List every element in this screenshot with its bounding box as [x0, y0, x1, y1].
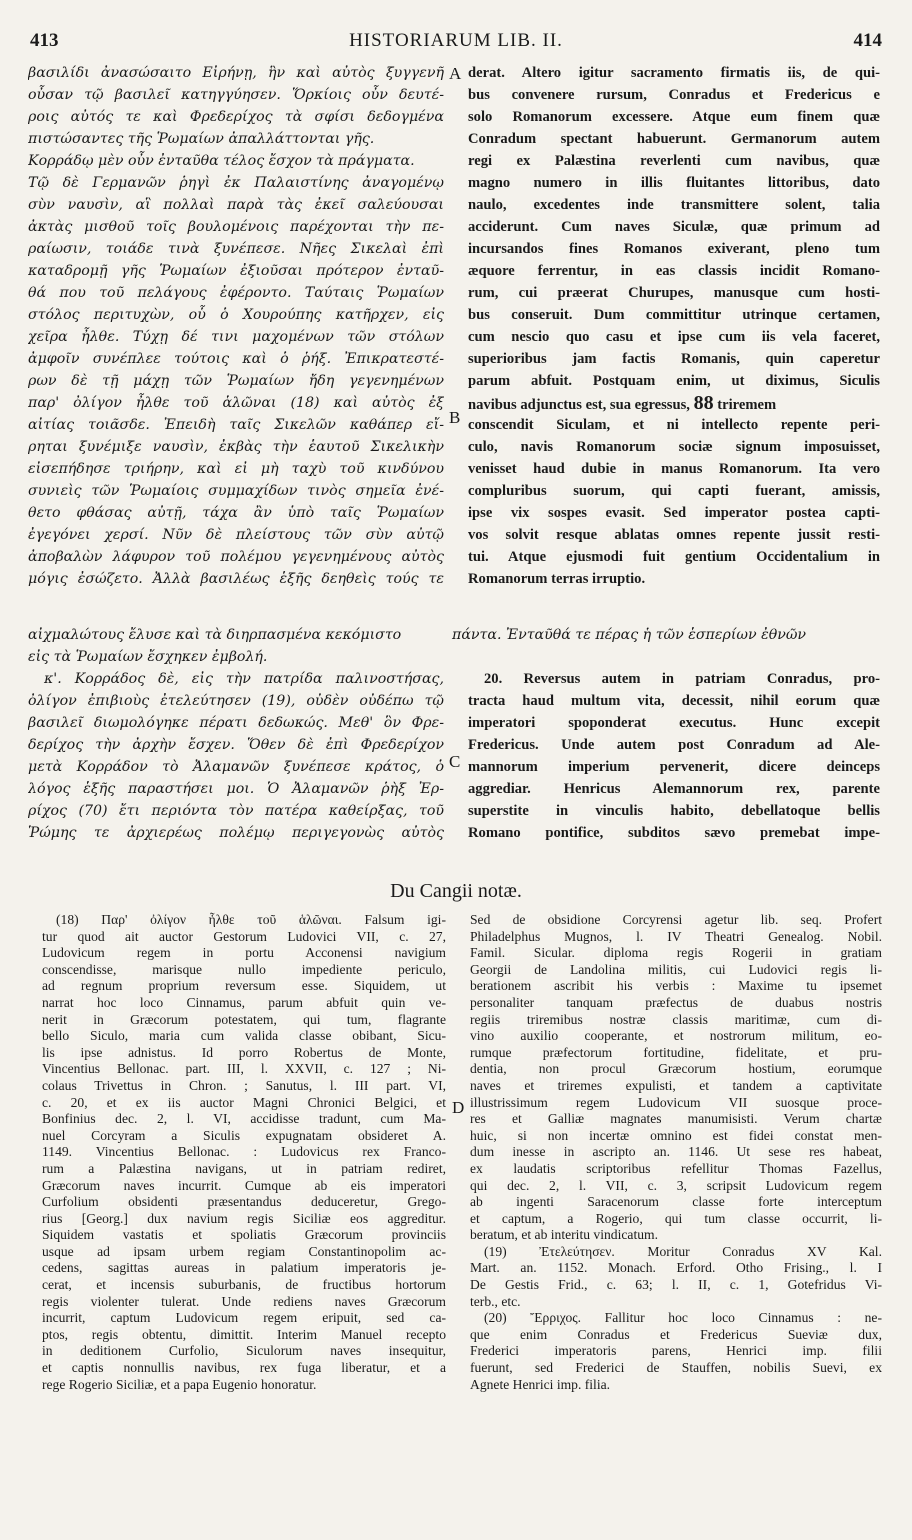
note-line: nerit in Græcorum potestatem, qui tum, flagrante: [42, 1011, 446, 1027]
latin-text-column-lower: [468, 668, 880, 844]
note-line: et captis nonnullis navibus, rex fuga liberatur, et a: [42, 1360, 446, 1376]
latin-text-line: venisset haud dubie in manus Romanorum. Ita vero: [468, 461, 880, 477]
note-line: rius [Georg.] dux navium regis Siciliæ eos aggreditur.: [42, 1210, 446, 1226]
note-line: fuerunt, sed Frederici de Stauffen, nobilis Suevi, ex: [470, 1360, 882, 1376]
greek-text-line: ροις αὐτός τε καὶ Φρεδερίχος τὰ σφίσι δεδογμένα: [28, 109, 444, 125]
greek-text-line: μόγις ἐσώζετο. Ἀλλὰ βασιλέως ἑξῆς δεηθεὶς τούς τε: [28, 571, 444, 587]
latin-text-line: æquore ferrentur, in eas classis incidit Romano-: [468, 263, 880, 279]
greek-text-line: Κορράδῳ μὲν οὖν ἐνταῦθα τέλος ἔσχον τὰ πράγματα.: [28, 153, 415, 169]
note-line: ptos, regis obtentu, dimittit. Interim Manuel recepto: [42, 1326, 446, 1342]
greek-text-line: στόλος περιτυχὼν, οὗ ὁ Χουρούπης κατῆρχεν, εἰς: [28, 307, 444, 323]
latin-text-line: regi ex Palæstina reverlenti cum navibus, quæ: [468, 153, 880, 169]
latin-text-fragment: navibus adjunctus est, sua egressus,: [468, 397, 694, 413]
latin-text-line: bus conseruit. Dum committitur utrinque certamen,: [468, 307, 880, 323]
note-line: ad regnum proprium reversum esse. Siquidem, ut: [42, 978, 446, 994]
note-line: Frederici imperatoris parens, Henrici imp. filii: [470, 1343, 882, 1359]
note-line: dentia, non procul Græcorum hostium, eorumque: [470, 1061, 882, 1077]
latin-text-line: 20. Reversus autem in patriam Conradus, pro-: [484, 671, 880, 687]
note-line: c. 20, et ex iis auctor Magni Chronici Belgici, et: [42, 1094, 446, 1110]
greek-text-line: ρων δὲ τῇ μάχῃ τῶν Ῥωμαίων ἤδη γεγενημένων: [28, 373, 444, 389]
note-line: incurrit, captum Ludovicum regem eripuit, sed ca-: [42, 1310, 446, 1326]
greek-text-line: λόγος ἑξῆς παραστήσει μοι. Ὁ Ἀλαμανῶν ῥὴξ Ἐρ-: [28, 781, 444, 797]
note-line: naves et triremes expulisti, et tandem a captivitate: [470, 1077, 882, 1093]
note-line: personaliter tanquam præfectus de duabus nostris: [470, 994, 882, 1010]
page-header: [20, 30, 892, 62]
greek-text-line: πιστώσαντες τῆς Ῥωμαίων ἀπαλλάττονται γῆς.: [28, 131, 375, 147]
greek-text-line: ραίωσιν, τοιάδε τινὰ ξυνέπεσε. Νῆες Σικελαὶ ἐπὶ: [28, 241, 444, 257]
latin-text-line: solo Romanorum excessere. Atque eum finem quæ: [468, 109, 880, 125]
note-line: ab ingenti Saracenorum classe forte interceptum: [470, 1194, 882, 1210]
note-line: Bonfinius dec. 2, l. VI, accidisse tradunt, cum Ma-: [42, 1111, 446, 1127]
note-line: Curfolium obsidenti præsentandus deduceretur, Grego-: [42, 1194, 446, 1210]
page-number-left: 413: [30, 30, 59, 51]
note-line: cedens, sagittas aureas in palatium imperatoris je-: [42, 1260, 446, 1276]
latin-text-line: incursandos fines Romanos exiverant, pleno tum: [468, 241, 880, 257]
latin-text-line: parum abfuit. Postquam enim, ut diximus, Siculis: [468, 373, 880, 389]
margin-letter-d: D: [452, 1098, 465, 1117]
note-line: narrat hoc loco Cinnamus, parum abfuit quin ve-: [42, 994, 446, 1010]
note-line: Sed de obsidione Corcyrensi agetur lib. seq. Profert: [470, 912, 882, 927]
latin-text-line: Fredericus. Unde autem post Conradum ad Ale-: [468, 737, 880, 753]
latin-text-line: Romano pontifice, subditos sævo premebat impe-: [468, 825, 880, 841]
note-line: et captum, a Rogerio, qui tum classe occurrit, li-: [470, 1210, 882, 1226]
note-line: res et Galliæ magnates manumisisti. Verum chartæ: [470, 1111, 882, 1127]
greek-text-line: βασιλεῖ διωμολόγηκε πέρατι δεδωκώς. Μεθ' ὃν Φρε-: [28, 715, 444, 731]
note-line: cerat, et incensis suburbanis, de fructibus hortorum: [42, 1277, 446, 1293]
latin-text-line: tui. Atque ejusmodi fuit gentium Occidentalium in: [468, 549, 880, 565]
greek-text-line: ἐγεγόνει χερσί. Νῦν δὲ πλείστους τῶν σὺν αὐτῷ: [28, 527, 444, 543]
latin-text-line: [468, 392, 880, 414]
latin-text-line: naulo, excedentes inde transmittere solent, talia: [468, 197, 880, 213]
greek-text-line: εἰς τὰ Ῥωμαίων ἔσχηκεν ἐμβολή.: [28, 649, 268, 665]
note-line: Græcorum naves incurrit. Cumque ab eis imperatori: [42, 1177, 446, 1193]
note-line: (19) Ἐτελεύτησεν. Moritur Conradus XV Kal.: [484, 1243, 882, 1259]
note-line: colaus Trivettus in Chron. ; Sanutus, l. III part. VI,: [42, 1077, 446, 1093]
note-line: (20) Ἔρριχος. Fallitur hoc loco Cinnamus : ne-: [484, 1310, 882, 1326]
latin-text-line: magno numero in illis fluitantes littoribus, dato: [468, 175, 880, 191]
note-line: rege Rogerio Siciliæ, et a papa Eugenio honoratur.: [42, 1376, 317, 1392]
greek-text-line: δερίχος τὴν ἀρχὴν ἔσχεν. Ὅθεν δὲ ἐπὶ Φρεδερίχον: [28, 737, 444, 753]
latin-text-line: mannorum imperium pervenerit, dicere deinceps: [468, 759, 880, 775]
greek-text-line: συνιεὶς τῶν Ῥωμαίοις συμμαχίδων τινὸς σημεῖα ἐνέ-: [28, 483, 444, 499]
note-line: Siquidem vastatis et spoliatis Græcorum provinciis: [42, 1227, 446, 1243]
margin-letter-c: C: [449, 752, 461, 771]
note-line: Georgii de Landolina militis, cui Ludovici regis li-: [470, 961, 882, 977]
latin-text-column: [468, 62, 880, 590]
note-line: qui dec. 2, l. VII, c. 3, scripsit Ludovicum regem: [470, 1177, 882, 1193]
note-line: 1149. Vincentius Bellonac. : Ludovicus rex Franco-: [42, 1144, 446, 1160]
note-line: Agnete Henrici imp. filia.: [470, 1376, 611, 1392]
note-line: usque ad ipsam urbem regiam Constantinopolim ac-: [42, 1243, 446, 1259]
latin-text-line: superstite in vinculis habito, debellatoque bellis: [468, 803, 880, 819]
note-line: regiis triremibus nostræ classis maritimæ, cum di-: [470, 1011, 882, 1027]
note-line: rumque præfectorum fortitudine, fidelitate, et pru-: [470, 1044, 882, 1060]
note-line: in deditionem Curfolio, Siculorum naves insequitur,: [42, 1343, 446, 1359]
latin-text-line: acciderunt. Cum naves Siculæ, quæ primum ad: [468, 219, 880, 235]
greek-text-column-lower: [28, 646, 444, 844]
greek-text-line: οὖσαν τῷ βασιλεῖ κατηγγύησεν. Ὅρκίοις οὖν δευτέ-: [28, 87, 444, 103]
greek-text-line: αἰτίας τοιᾶσδε. Ἐπειδὴ ταῖς Σικελῶν καθάπερ εἴ-: [28, 417, 444, 433]
greek-text-line: θετο φθάσας αὐτῇ, τάχα ἂν ὑπὸ ταῖς Ῥωμαίων: [28, 505, 444, 521]
note-line: tur quod ait auctor Gestorum Ludovici VII, c. 27,: [42, 928, 446, 944]
note-line: beratum, et ab interitu vindicatum.: [470, 1227, 658, 1243]
note-line: terb., etc.: [470, 1293, 521, 1309]
latin-text-line: Conradum spectant habuerunt. Germanorum autem: [468, 131, 880, 147]
note-line: berationem ascribit his verbis : Maxime tu ipsemet: [470, 978, 882, 994]
greek-text-line: καταδρομῇ γῆς Ῥωμαίων ἐξιοῦσαι πρότερον ἐνταῦ-: [28, 263, 444, 279]
note-line: Mart. an. 1152. Monach. Erford. Otho Frising., l. I: [470, 1260, 882, 1276]
note-line: (18) Παρ' ὀλίγον ἦλθε τοῦ ἁλῶναι. Falsum igi-: [56, 912, 446, 927]
greek-text-line: ρηται ξυνέμιξε ναυσὶν, ἐκβὰς τὴν ἑαυτοῦ Σικελικὴν: [28, 439, 444, 455]
greek-text-line: κ'. Κορράδος δὲ, εἰς τὴν πατρίδα παλινοστήσας,: [44, 671, 444, 687]
latin-text-line: compluribus suorum, qui capti fuerant, amissis,: [468, 483, 880, 499]
note-line: bello Siculo, maria cum valida classe obibant, Sicu-: [42, 1028, 446, 1044]
greek-text-line: Ῥώμης τε ἀρχιερέως πολέμῳ περιγεγονὼς αὐτὸς: [28, 825, 444, 841]
note-line: vino auxilio cooperante, et nostrorum militum, eo-: [470, 1028, 882, 1044]
greek-text-line: εἰσεπήδησε τριήρην, καὶ εἰ μὴ ταχὺ τοῦ κινδύνου: [28, 461, 444, 477]
greek-text-line: βασιλίδι ἀνασώσαιτο Εἰρήνῃ, ἣν καὶ αὐτὸς ξυγγενῆ: [28, 65, 444, 81]
note-line: rum a Palæstina navigans, ut in patriam rediret,: [42, 1160, 446, 1176]
note-line: Vincentius Bellonac. part. III, l. XXVII, c. 127 ; Ni-: [42, 1061, 446, 1077]
note-line: De Gestis Frid., c. 63; l. II, c. 1, Gotefridus Vi-: [470, 1277, 882, 1293]
column-number-marker: 88: [693, 392, 714, 414]
latin-text-line: derat. Altero igitur sacramento firmatis iis, de qui-: [468, 65, 880, 81]
margin-letter-a: A: [449, 64, 462, 83]
notes-right-column: [470, 912, 882, 1393]
latin-text-line: superioribus jam factis Romanis, quin caperetur: [468, 351, 880, 367]
latin-text-fragment: triremem: [713, 397, 777, 413]
note-line: ex laudatis scriptoribus refellitur Thomas Fazellus,: [470, 1160, 882, 1176]
note-line: regis violenter tulerat. Unde rediens naves Græcorum: [42, 1293, 446, 1309]
greek-span-continuation: πάντα. Ἐνταῦθά τε πέρας ἡ τῶν ἑσπερίων ἐθνῶν: [452, 627, 807, 643]
latin-text-line: conscendit Siculam, et ni intellecto repente peri-: [468, 417, 880, 433]
latin-text-line: rum, cui præerat Churupes, manusque cum hosti-: [468, 285, 880, 301]
note-line: Famil. Sicular. diploma regis Rogerii in gratiam: [470, 945, 882, 961]
latin-text-line: bus convenere rursum, Conradus et Fredericus e: [468, 87, 880, 103]
note-line: Philadelphus Mugnos, l. IV Theatri Genealog. Nobil.: [470, 928, 882, 944]
greek-text-line: θά που τοῦ πελάγους ἐφέροντο. Ταύταις Ῥωμαίων: [28, 285, 444, 301]
greek-text-line: παρ' ὀλίγον ἦλθε τοῦ ἁλῶναι (18) καὶ αὐτὸς ἐξ: [28, 395, 444, 411]
greek-text-line: ὀλίγον ἐπιβιοὺς ἐτελεύτησεν (19), οὐδὲν οὐδέπω τῷ: [28, 693, 444, 709]
note-line: illustrissimum regem Ludovicum VII suosque proce-: [470, 1094, 882, 1110]
greek-span-text: αἰχμαλώτους ἔλυσε καὶ τὰ διηρπασμένα κεκόμιστο: [28, 627, 402, 643]
latin-text-line: vos solvit resque ablatas omnes repente jussit resti-: [468, 527, 880, 543]
latin-text-line: Romanorum terras irruptio.: [468, 571, 646, 587]
note-line: Ludovicum regem in portu Acconensi navigium: [42, 945, 446, 961]
note-line: nuel Corcyram a Siculis expugnatam obsideret A.: [42, 1127, 446, 1143]
greek-text-line: μετὰ Κορράδον τὸ Ἀλαμανῶν ξυνέπεσε κράτος, ὁ: [28, 759, 444, 775]
note-line: lis ipse adnistus. Id porro Robertus de Monte,: [42, 1044, 446, 1060]
spanning-line: [28, 624, 880, 646]
greek-text-line: Τῷ δὲ Γερμανῶν ῥηγὶ ἐκ Παλαιστίνης ἀναγομένῳ: [28, 175, 444, 191]
note-line: conscendisse, marisque nullo impediente periculo,: [42, 961, 446, 977]
latin-text-line: ipse vix sospes evasit. Sed imperator postea capti-: [468, 505, 880, 521]
latin-text-line: tracta haud multum vita, decessit, nihil eorum quæ: [468, 693, 880, 709]
greek-text-line: σὺν ναυσὶν, αἳ πολλαὶ παρὰ τὰς ἐκεῖ σαλεύουσαι: [28, 197, 444, 213]
greek-text-column: [28, 62, 444, 590]
note-line: dum inesse in ascripto an. 1146. Ut sese res habeat,: [470, 1144, 882, 1160]
latin-text-line: imperatori spoponderat executus. Hunc excepit: [468, 715, 880, 731]
latin-text-line: culo, navis Romanorum sociæ signum imposuisset,: [468, 439, 880, 455]
note-line: huic, si non incertæ omnino est fidei constat men-: [470, 1127, 882, 1143]
running-title: HISTORIARUM LIB. II.: [349, 30, 563, 51]
latin-text-line: aggrediar. Henricus Alemannorum rex, parente: [468, 781, 880, 797]
notes-left-column: [42, 912, 446, 1393]
notes-heading: Du Cangii notæ.: [390, 880, 522, 902]
greek-text-line: χεῖρα ἦλθε. Τύχῃ δέ τινι μαχομένων τῶν στόλων: [28, 329, 444, 345]
page-number-right: 414: [853, 30, 882, 51]
note-line: que enim Conradus et Fredericus Sueviæ dux,: [470, 1326, 882, 1342]
greek-text-line: ἀμφοῖν συνέπλεε τούτοις καὶ ὁ ῥήξ. Ἐπικρατεστέ-: [28, 351, 444, 367]
margin-letter-b: B: [449, 408, 461, 427]
greek-text-line: ρίχος (70) ἔτι περιόντα τὸν πατέρα καθείρξας, τοῦ: [28, 803, 444, 819]
greek-text-line: ἀκτὰς μισθοῦ τοῖς βουλομένοις παρέχονται τὴν πε-: [28, 219, 444, 235]
greek-text-line: ἀποβαλὼν λάφυρον τοῦ πολέμου γεγενημένους αὐτὸς: [28, 549, 444, 565]
latin-text-line: cum nescio quo casu et ipse cum iis vela faceret,: [468, 329, 880, 345]
